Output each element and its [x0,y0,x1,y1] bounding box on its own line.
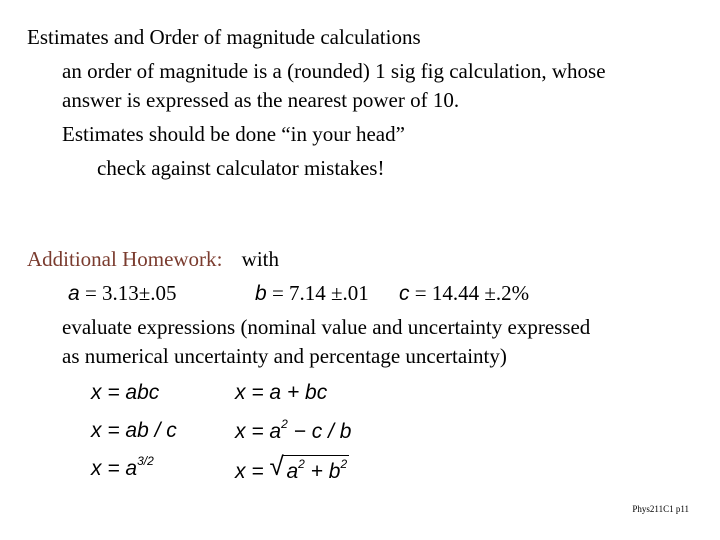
homework-heading: Additional Homework [27,247,217,271]
instruction-line1: evaluate expressions (nominal value and uncertainty expressed [62,315,591,339]
variable-a [68,283,177,304]
bullet-order-of-magnitude-line1: an order of magnitude is a (rounded) 1 sig fig calculation, whose [62,59,606,83]
sqrt-plus-b: + b [304,460,341,483]
variable-c [399,283,529,304]
equation-ab-over-c: x = ab / c [91,419,177,442]
variable-a-name: a [68,282,80,305]
equation-minus-c-over-b: − c / b [287,420,352,443]
slide-footer: Phys211C1 p11 [632,504,689,514]
equation-a-squared-minus-c-over-b [235,418,351,442]
sqrt-symbol: √ $a^2 + b^2$ [269,451,348,483]
variable-b-name: b [255,282,267,305]
homework-heading-colon: : [216,247,223,271]
variable-b [255,283,369,304]
variable-a-value: = 3.13±.05 [79,281,177,305]
equation-a-three-halves-base: x = a [91,457,138,480]
equation-a-squared-exp: 2 [281,417,288,431]
equation-a-plus-bc: x = a + bc [235,381,328,404]
equation-a-squared-base: x = a [235,420,282,443]
variable-c-value: = 14.44 ±.2% [409,281,530,305]
sqrt-exp-a: 2 [298,457,305,471]
slide-title: Estimates and Order of magnitude calculations [27,25,421,49]
bullet-estimates: Estimates should be done “in your head” [62,122,405,146]
equation-sqrt-sum-squares [235,451,349,483]
homework-heading-line [27,249,279,270]
variable-b-value: = 7.14 ±.01 [266,281,369,305]
equation-sqrt-prefix: x = [235,460,270,483]
sqrt-term-a: a [286,460,299,483]
equation-a-three-halves-exp: 3/2 [137,454,154,468]
equation-a-three-halves [91,455,154,479]
instruction-line2: as numerical uncertainty and percentage uncertainty) [62,344,507,368]
bullet-check-calculator: check against calculator mistakes! [97,156,385,180]
equation-abc: x = abc [91,381,160,404]
variable-c-name: c [399,282,410,305]
sqrt-exp-b: 2 [340,457,348,471]
bullet-order-of-magnitude-line2: answer is expressed as the nearest power of 10. [62,88,460,112]
homework-with: with [241,247,279,271]
